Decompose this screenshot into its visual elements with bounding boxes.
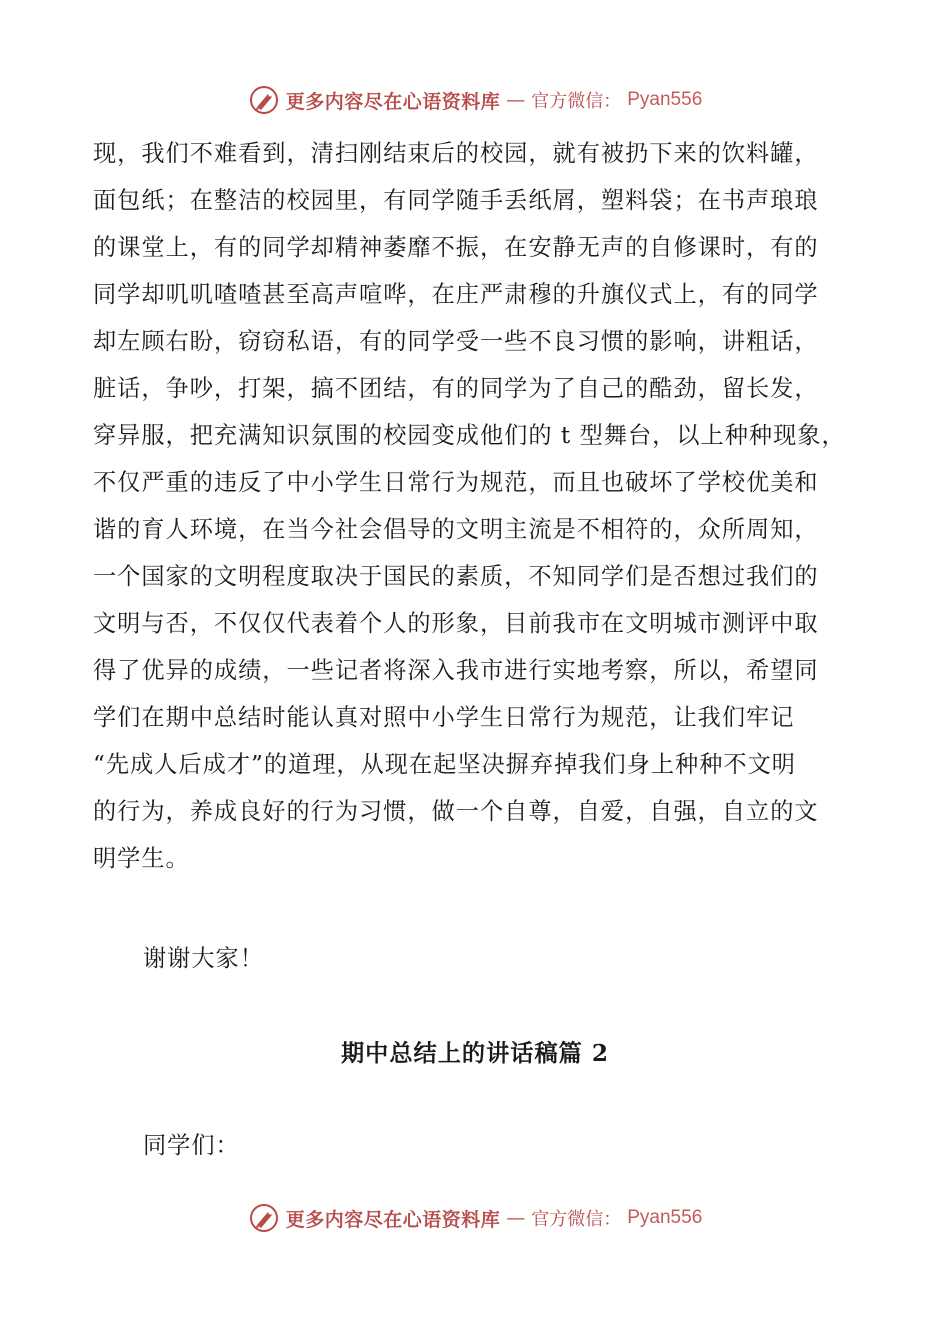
body-line: 同学却叽叽喳喳甚至高声喧哗，在庄严肃穆的升旗仪式上，有的同学	[93, 281, 819, 308]
body-line: 谐的育人环境，在当今社会倡导的文明主流是不相符的，众所周知，	[93, 516, 819, 543]
body-line: 文明与否，不仅仅代表着个人的形象，目前我市在文明城市测评中取	[93, 610, 819, 637]
closing-thanks: 谢谢大家！	[143, 945, 264, 972]
header-watermark	[0, 84, 950, 116]
pen-nib-logo-icon	[248, 1202, 280, 1234]
body-line: 得了优异的成绩，一些记者将深入我市进行实地考察，所以，希望同	[93, 657, 819, 684]
watermark-wechat-label: 官方微信：	[531, 1209, 622, 1230]
body-line: “先成人后成才”的道理，从现在起坚决摒弃掉我们身上种种不文明	[93, 751, 796, 778]
body-line: 面包纸；在整洁的校园里，有同学随手丢纸屑，塑料袋；在书声琅琅	[93, 187, 819, 214]
watermark-dash: —	[506, 89, 526, 111]
body-line: 的行为，养成良好的行为习惯，做一个自尊，自爱，自强，自立的文	[93, 798, 819, 825]
body-line: 现，我们不难看到，清扫刚结束后的校园，就有被扔下来的饮料罐，	[93, 140, 819, 167]
watermark-text: 更多内容尽在心语资料库	[285, 90, 501, 113]
body-line: 明学生。	[93, 845, 190, 872]
body-line: 脏话，争吵，打架，搞不团结，有的同学为了自己的酷劲，留长发，	[93, 375, 819, 402]
body-line: 一个国家的文明程度取决于国民的素质，不知同学们是否想过我们的	[93, 563, 819, 590]
body-line: 穿异服，把充满知识氛围的校园变成他们的 t 型舞台，以上种种现象，	[93, 422, 846, 449]
body-paragraph	[93, 130, 863, 882]
watermark-wechat-label: 官方微信：	[531, 91, 622, 112]
body-line: 不仅严重的违反了中小学生日常行为规范，而且也破坏了学校优美和	[93, 469, 819, 496]
watermark-wechat-id: Pyan556	[627, 89, 703, 110]
salutation: 同学们：	[143, 1132, 240, 1159]
pen-nib-logo-icon	[248, 84, 280, 116]
body-line: 却左顾右盼，窃窃私语，有的同学受一些不良习惯的影响，讲粗话，	[93, 328, 819, 355]
watermark-wechat-id: Pyan556	[627, 1207, 703, 1228]
body-line: 的课堂上，有的同学却精神萎靡不振，在安静无声的自修课时，有的	[93, 234, 819, 261]
footer-watermark	[0, 1202, 950, 1234]
section-title: 期中总结上的讲话稿篇 2	[340, 1040, 610, 1067]
watermark-text: 更多内容尽在心语资料库	[285, 1208, 501, 1231]
body-line: 学们在期中总结时能认真对照中小学生日常行为规范，让我们牢记	[93, 704, 795, 731]
watermark-dash: —	[506, 1207, 526, 1229]
